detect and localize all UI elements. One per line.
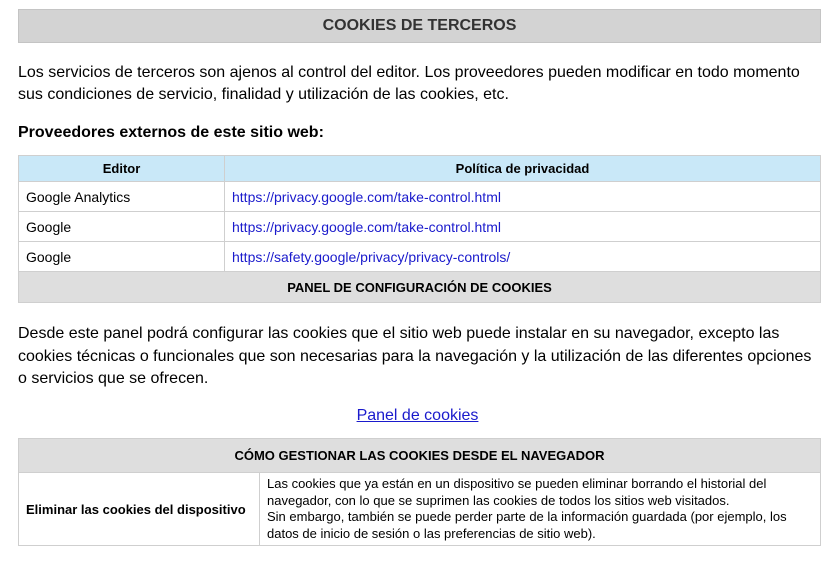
browser-header-row: [19, 439, 821, 473]
column-header-policy: Política de privacidad: [225, 156, 821, 182]
privacy-policy-link[interactable]: https://safety.google/privacy/privacy-controls/: [232, 248, 511, 265]
table-row: [19, 242, 821, 272]
table-row: [19, 212, 821, 242]
policy-cell: [225, 182, 821, 212]
editor-cell: Google Analytics: [19, 182, 225, 212]
delete-cookies-label: Eliminar las cookies del dispositivo: [19, 473, 260, 546]
column-header-editor: Editor: [19, 156, 225, 182]
table-row: [19, 473, 821, 546]
panel-description: Desde este panel podrá configurar las cookies que el sitio web puede instalar en su navegador, excepto las cookies técnicas o funcionales que son necesarias para la navegación y la utilización de las diferentes opciones o servicios que se ofrecen.: [18, 325, 812, 387]
delete-cookies-description: [260, 473, 821, 546]
privacy-policy-link[interactable]: https://privacy.google.com/take-control.html: [232, 188, 501, 205]
description-line-2: Sin embargo, también se puede perder parte de la información guardada (por ejemplo, los datos de inicio de sesión o las preferencias de sitio web).: [267, 509, 787, 541]
third-party-intro: Los servicios de terceros son ajenos al control del editor. Los proveedores pueden modificar en todo momento sus condiciones de servicio, finalidad y utilización de las cookies, etc.: [18, 64, 800, 103]
panel-config-header-row: [19, 272, 821, 303]
editor-cell: Google: [19, 212, 225, 242]
providers-table: [18, 155, 821, 303]
description-line-1: Las cookies que ya están en un dispositivo se pueden eliminar borrando el historial del navegador, con lo que se suprimen las cookies de todos los sitios web visitados.: [267, 476, 767, 508]
panel-link-container: [0, 407, 835, 425]
table-row: [19, 182, 821, 212]
browser-management-table: [18, 438, 821, 546]
providers-header-row: [19, 156, 821, 182]
third-party-cookies-banner: [18, 9, 821, 43]
banner-title: COOKIES DE TERCEROS: [322, 17, 517, 34]
browser-management-header: CÓMO GESTIONAR LAS COOKIES DESDE EL NAVEGADOR: [19, 439, 821, 473]
providers-title: Proveedores externos de este sitio web:: [18, 124, 324, 141]
editor-cell: Google: [19, 242, 225, 272]
cookie-panel-link[interactable]: Panel de cookies: [356, 407, 479, 424]
panel-config-header: PANEL DE CONFIGURACIÓN DE COOKIES: [19, 272, 821, 303]
privacy-policy-link[interactable]: https://privacy.google.com/take-control.html: [232, 218, 501, 235]
policy-cell: [225, 212, 821, 242]
policy-cell: [225, 242, 821, 272]
